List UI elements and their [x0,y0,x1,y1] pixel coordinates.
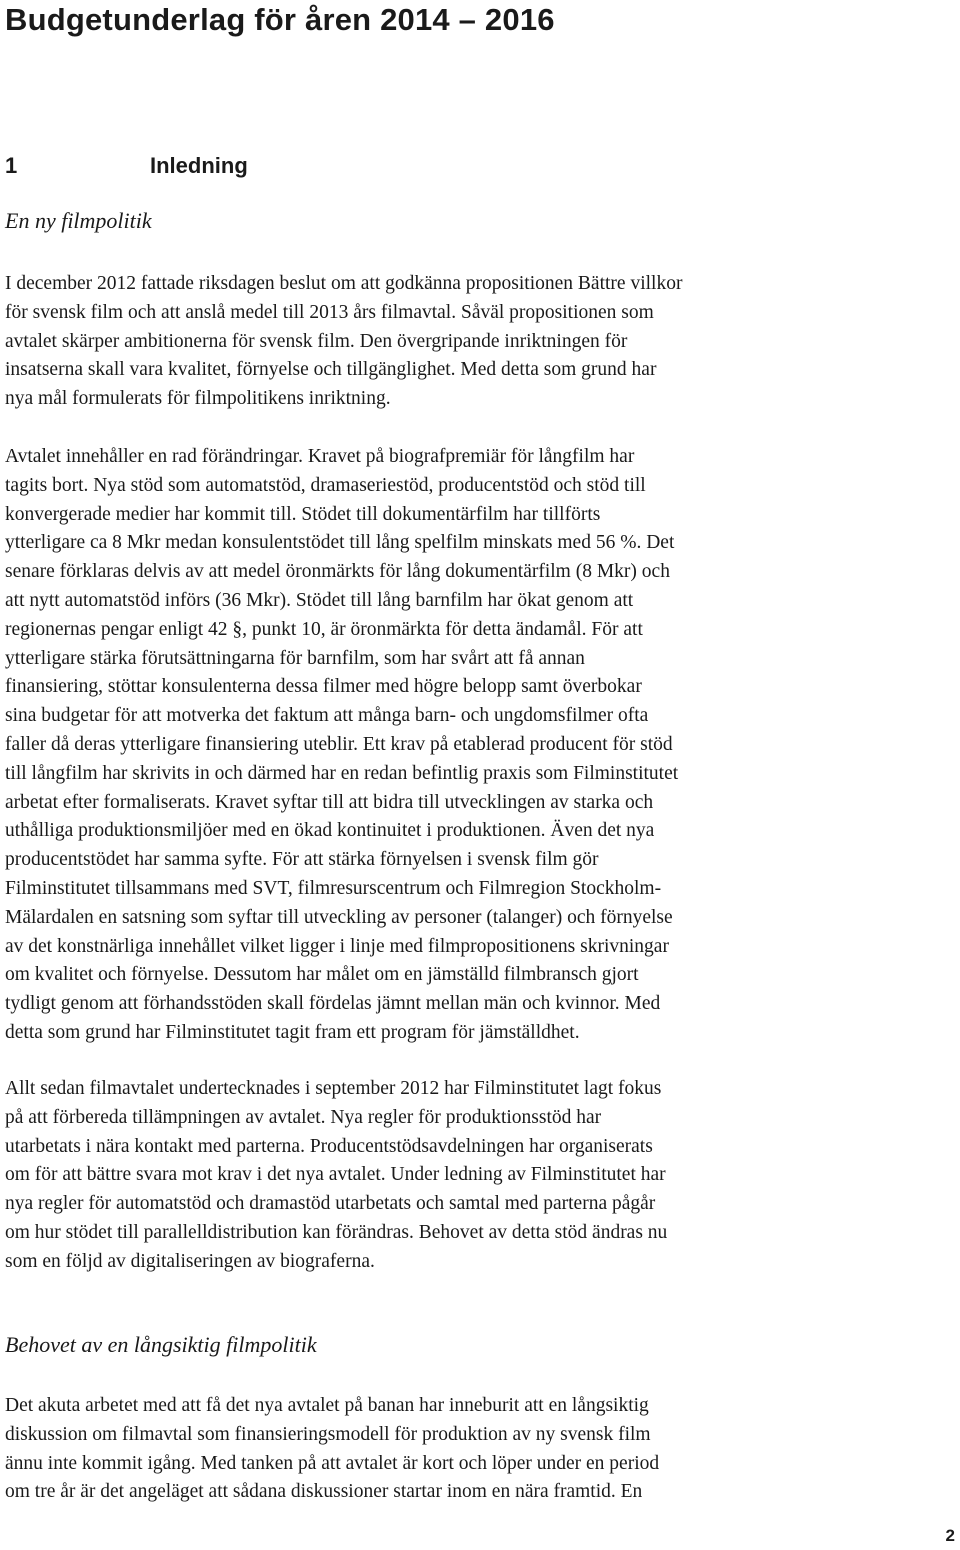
paragraph-line: detta som grund har Filminstitutet tagit fram ett program för jämställdhet. [5,1021,580,1043]
paragraph-line: utarbetats i nära kontakt med parterna. Producentstödsavdelningen har organiserats [5,1135,653,1157]
paragraph-line: producentstödet har samma syfte. För att stärka förnyelsen i svensk film gör [5,849,599,871]
chapter-number: 1 [5,153,18,178]
document-title: Budgetunderlag för åren 2014 – 2016 [5,2,555,37]
paragraph-line: avtalet skärper ambitionerna för svensk film. Den övergripande inriktningen för [5,330,628,352]
paragraph-line: Det akuta arbetet med att få det nya avtalet på banan har inneburit att en långsiktig [5,1395,649,1416]
paragraph-line: finansiering, stöttar konsulenterna dessa filmer med högre belopp samt överbokar [5,676,642,698]
paragraph-line: regionernas pengar enligt 42 §, punkt 10, är öronmärkta för detta ändamål. För att [5,618,643,640]
document-page [5,0,955,1550]
paragraph-line: som en följd av digitaliseringen av biograferna. [5,1250,375,1272]
paragraph-line: Mälardalen en satsning som syftar till utveckling av personer (talanger) och förnyelse [5,906,673,928]
paragraph-line: Filminstitutet tillsammans med SVT, filmresurscentrum och Filmregion Stockholm- [5,877,662,899]
paragraph-line: till långfilm har skrivits in och därmed har en redan befintlig praxis som Filminstitutet [5,762,679,784]
paragraph-line: ännu inte kommit igång. Med tanken på att avtalet är kort och löper under en period [5,1452,660,1474]
paragraph-line: Avtalet innehåller en rad förändringar. Kravet på biografpremiär för långfilm har [5,446,635,467]
paragraph-line: tydligt genom att förhandsstöden skall fördelas jämnt mellan män och kvinnor. Med [5,993,661,1015]
paragraph-line: Allt sedan filmavtalet undertecknades i september 2012 har Filminstitutet lagt fokus [5,1078,662,1099]
paragraph-line: om tre år är det angeläget att sådana diskussioner startar inom en nära framtid. En [5,1481,643,1503]
chapter-title: Inledning [150,153,248,178]
paragraph-line: ytterligare ca 8 Mkr medan konsulentstödet till lång spelfilm minskats med 56 %. Det [5,532,675,554]
paragraph-line: I december 2012 fattade riksdagen beslut om att godkänna propositionen Bättre villkor [5,273,683,294]
section-heading-behovet-av-en-langsiktig-filmpolitik: Behovet av en långsiktig filmpolitik [5,1332,317,1357]
paragraph-line: arbetat efter formaliserats. Kravet syftar till att bidra till utvecklingen av starka och [5,791,654,813]
paragraph-line: om för att bättre svara mot krav i det nya avtalet. Under ledning av Filminstitutet har [5,1164,666,1186]
paragraph-line: av det konstnärliga innehållet vilket ligger i linje med filmpropositionens skrivningar [5,935,669,957]
paragraph-line: insatserna skall vara kvalitet, förnyelse och tillgänglighet. Med detta som grund har [5,359,657,381]
paragraph-line: tagits bort. Nya stöd som automatstöd, dramaseriestöd, producentstöd och stöd till [5,474,646,496]
paragraph-line: nya mål formulerats för filmpolitikens inriktning. [5,388,391,410]
paragraph-line: faller då deras ytterligare finansiering uteblir. Ett krav på etablerad producent för stöd [5,733,673,755]
paragraph-line: diskussion om filmavtal som finansieringsmodell för produktion av ny svensk film [5,1423,651,1445]
paragraph-line: uthålliga produktionsmiljöer med en ökad kontinuitet i produktionen. Även det nya [5,820,655,842]
paragraph [5,443,885,1048]
paragraph-line: om hur stödet till parallelldistribution kan förändras. Behovet av detta stöd ändras nu [5,1221,668,1243]
paragraph-line: konvergerade medier har kommit till. Stödet till dokumentärfilm har tillförts [5,503,601,525]
paragraph [5,1075,885,1277]
paragraph-line: för svensk film och att anslå medel till 2013 års filmavtal. Såväl propositionen som [5,301,654,323]
paragraph-line: sina budgetar för att motverka det faktum att många barn- och ungdomsfilmer ofta [5,705,649,727]
paragraph-line: senare förklaras delvis av att medel öronmärkts för lång dokumentärfilm (8 Mkr) och [5,561,670,583]
paragraph [5,1392,885,1507]
paragraph-line: ytterligare stärka förutsättningarna för barnfilm, som har svårt att få annan [5,647,585,669]
paragraph-line: att nytt automatstöd införs (36 Mkr). Stödet till lång barnfilm har ökat genom att [5,589,634,611]
page-number: 2 [945,1526,955,1545]
chapter-heading [5,153,248,179]
paragraph-line: om kvalitet och förnyelse. Dessutom har målet om en jämställd filmbransch gjort [5,964,639,986]
paragraph-line: på att förbereda tillämpningen av avtalet. Nya regler för produktionsstöd har [5,1106,602,1128]
paragraph-line: nya regler för automatstöd och dramastöd utarbetats och samtal med parterna pågår [5,1193,656,1215]
paragraph [5,270,885,414]
section-heading-en-ny-filmpolitik: En ny filmpolitik [5,208,152,233]
